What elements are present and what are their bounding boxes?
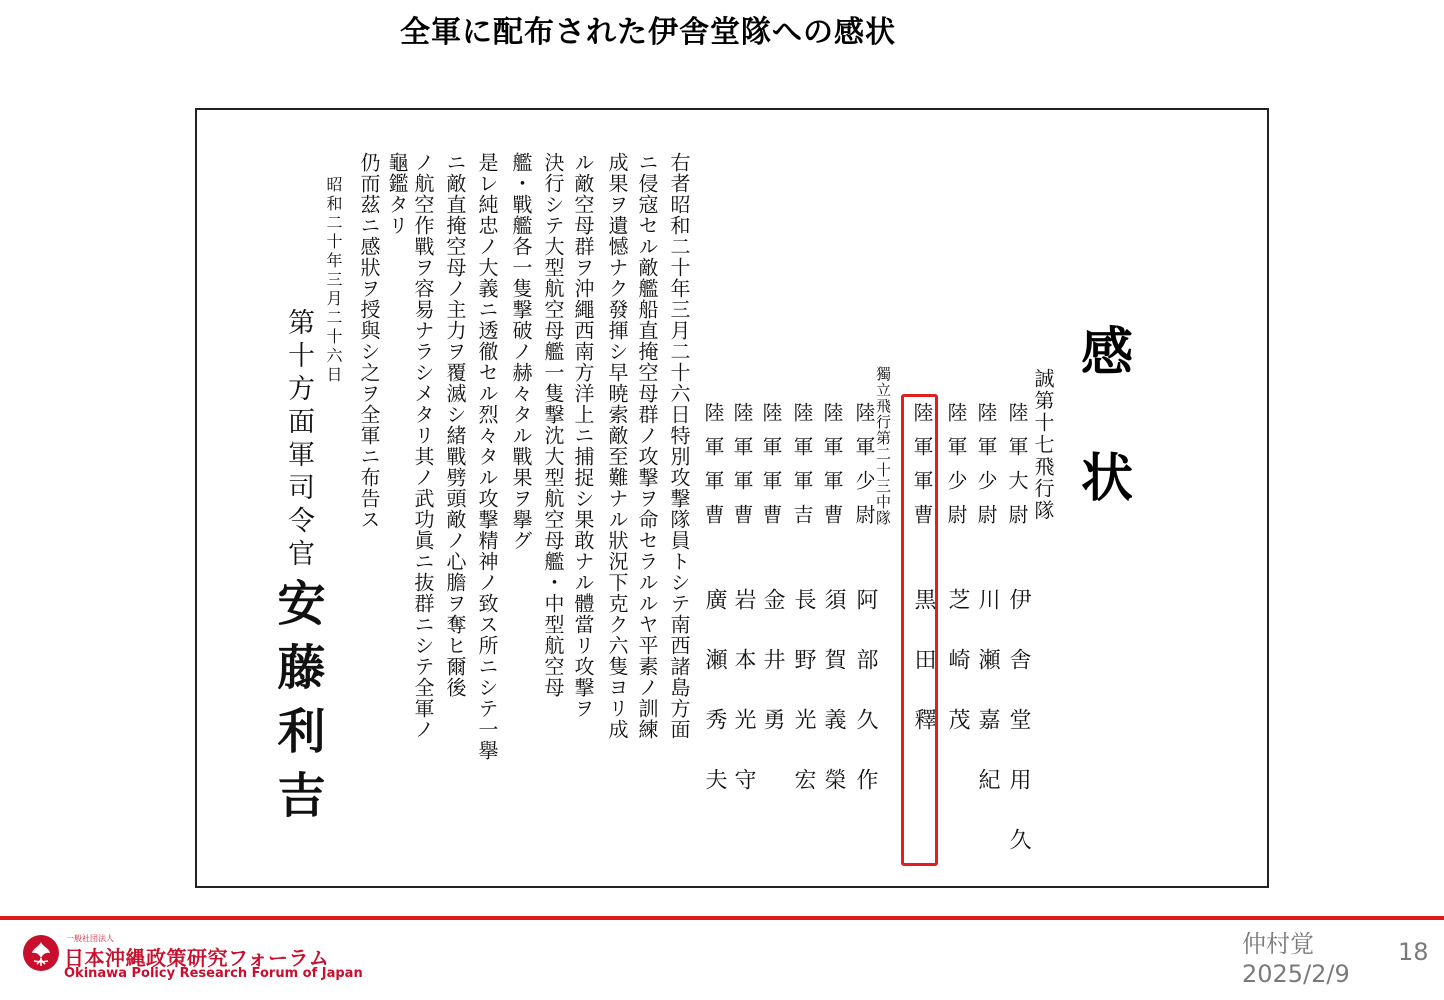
citation-line: 成果ヲ遺憾ナク發揮シ早暁索敵至難ナル狀況下克ク六隻ヨリ成	[605, 152, 629, 740]
honoree-rank: 陸軍少尉	[944, 402, 968, 538]
document-heading-2: 状	[1081, 448, 1134, 509]
honoree-name: 長野光宏	[791, 588, 816, 828]
org-name-jp: 日本沖縄政策研究フォーラム	[64, 946, 330, 970]
honoree-rank: 陸軍少尉	[852, 402, 876, 538]
honoree-rank: 陸軍軍曹	[701, 402, 725, 538]
honoree-name: 芝崎茂	[945, 588, 970, 768]
document-heading-1: 感	[1081, 322, 1134, 383]
honoree-rank: 陸軍軍曹	[759, 402, 783, 538]
honoree-name: 金井勇	[760, 588, 785, 768]
honoree-name: 岩本光守	[731, 588, 756, 828]
citation-line: ノ航空作戰ヲ容易ナラシメタリ其ノ武功眞ニ抜群ニシテ全軍ノ	[411, 152, 435, 740]
honoree-rank: 陸軍軍吉	[790, 402, 814, 538]
commendation-document	[195, 108, 1269, 888]
citation-line: ル敵空母群ヲ沖繩西南方洋上ニ捕捉シ果敢ナル體當リ攻撃ヲ	[571, 152, 595, 719]
honoree-rank: 陸軍軍曹	[730, 402, 754, 538]
honoree-rank: 陸軍軍曹	[820, 402, 844, 538]
honoree-name: 廣瀬秀夫	[702, 588, 727, 828]
honoree-name: 阿部久作	[853, 588, 878, 828]
document-date: 昭和二十年三月二十六日	[324, 176, 343, 385]
honoree-name: 川瀬嘉紀	[975, 588, 1000, 828]
issuer-signature: 安藤利吉	[269, 578, 325, 834]
citation-line: 決行シテ大型航空母艦一隻撃沈大型航空母艦・中型航空母	[541, 152, 565, 698]
unit-name: 誠第十七飛行隊	[1031, 368, 1055, 522]
honoree-name: 黒田釋	[911, 588, 936, 768]
org-logo-icon	[22, 934, 60, 972]
slide-title: 全軍に配布された伊舎堂隊への感状	[400, 15, 896, 50]
honoree-rank: 陸軍少尉	[974, 402, 998, 538]
citation-line: 仍而茲ニ感狀ヲ授與シ之ヲ全軍ニ布告ス	[357, 152, 381, 530]
citation-line: 龜鑑タリ	[385, 152, 409, 236]
citation-line: 右者昭和二十年三月二十六日特別攻撃隊員トシテ南西諸島方面	[667, 152, 691, 740]
unit-name-2: 獨立飛行第二十三中隊	[874, 366, 892, 526]
honoree-rank: 陸軍大尉	[1005, 402, 1029, 538]
highlight-box	[901, 394, 938, 866]
issuer-title: 第十方面軍司令官	[283, 308, 314, 572]
citation-line: 艦・戰艦各一隻撃破ノ赫々タル戰果ヲ擧グ	[509, 152, 533, 551]
page-number: 18	[1398, 938, 1429, 966]
honoree-name: 伊舎堂用久	[1006, 588, 1031, 888]
presentation-date: 2025/2/9	[1242, 960, 1350, 988]
footer-divider	[0, 916, 1444, 920]
honoree-rank: 陸軍軍曹	[910, 402, 934, 538]
citation-line: 是レ純忠ノ大義ニ透徹セル烈々タル攻撃精神ノ致ス所ニシテ一擧	[475, 152, 499, 761]
org-name-en: Okinawa Policy Research Forum of Japan	[64, 966, 363, 981]
citation-line: ニ侵寇セル敵艦船直掩空母群ノ攻撃ヲ命セラルルヤ平素ノ訓練	[635, 152, 659, 740]
honoree-name: 須賀義榮	[821, 588, 846, 828]
org-small-label: 一般社団法人	[66, 934, 114, 943]
author-name: 仲村覚	[1242, 930, 1314, 958]
citation-line: ニ敵直掩空母ノ主力ヲ覆滅シ緒戰劈頭敵ノ心膽ヲ奪ヒ爾後	[443, 152, 467, 698]
